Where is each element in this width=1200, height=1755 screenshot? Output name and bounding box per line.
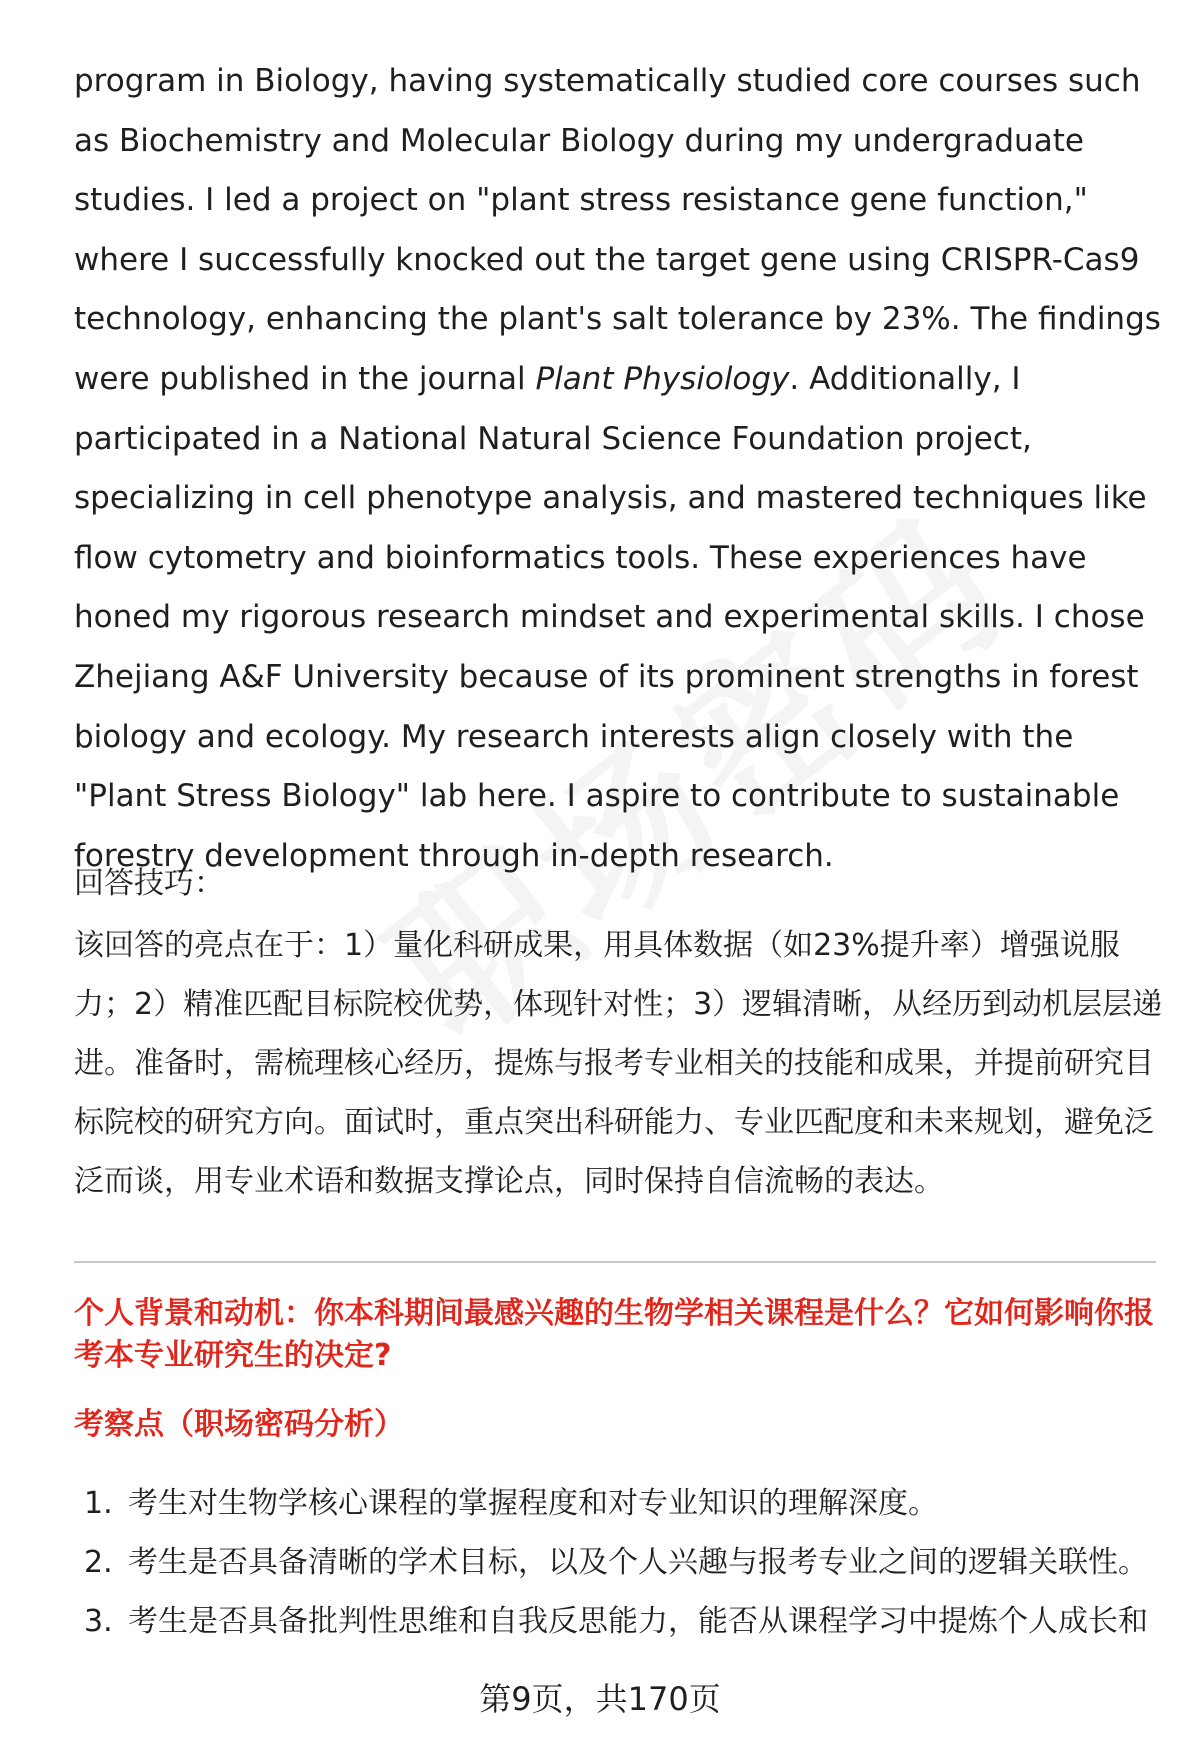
list-item-number: 1.	[84, 1486, 113, 1521]
list-item	[74, 1482, 1164, 1541]
tips-body: 该回答的亮点在于：1）量化科研成果，用具体数据（如23%提升率）增强说服力；2）精准匹配目标院校优势，体现针对性；3）逻辑清晰，从经历到动机层层递进。准备时，需梳理核心经历，提炼与报考专业相关的技能和成果，并提前研究目标院校的研究方向。面试时，重点突出科研能力、专业匹配度和未来规划，避免泛泛而谈，用专业术语和数据支撑论点，同时保持自信流畅的表达。	[74, 928, 1163, 1199]
assessment-points-list	[74, 1482, 1164, 1659]
list-item-number: 3.	[84, 1604, 113, 1639]
answer-text-part1: program in Biology, having systematically studied core courses such as Biochemistry and Molecular Biology during my undergraduate studies. I led a project on "plant stress resistance gene function," where I successfully knocked out the target gene using CRISPR-Cas9 technology, enhancing the plant's salt tolerance by 23%. The findings were published in the journal	[74, 63, 1161, 397]
answer-paragraph	[74, 52, 1164, 886]
answer-text-part2: . Additionally, I participated in a National Natural Science Foundation project, specializing in cell phenotype analysis, and mastered techniques like flow cytometry and bioinformatics tools. These experiences have honed my rigorous research mindset and experimental skills. I chose Zhejiang A&F University because of its prominent strengths in forest biology and ecology. My research interests align closely with the "Plant Stress Biology" lab here. I aspire to contribute to sustainable forestry development through in-depth research.	[74, 360, 1147, 874]
interview-question: 个人背景和动机：你本科期间最感兴趣的生物学相关课程是什么？它如何影响你报考本专业研究生的决定?	[74, 1296, 1154, 1373]
section-divider	[74, 1261, 1156, 1263]
list-item-text: 考生对生物学核心课程的掌握程度和对专业知识的理解深度。	[128, 1486, 938, 1521]
list-item	[74, 1600, 1164, 1659]
journal-name: Plant Physiology	[535, 360, 790, 397]
list-item-number: 2.	[84, 1545, 113, 1580]
page-number-footer: 第9页，共170页	[479, 1680, 721, 1718]
list-item-text: 考生是否具备清晰的学术目标，以及个人兴趣与报考专业之间的逻辑关联性。	[128, 1545, 1148, 1580]
list-item-text: 考生是否具备批判性思维和自我反思能力，能否从课程学习中提炼个人成长和	[128, 1604, 1148, 1639]
section-title: 考察点（职场密码分析）	[74, 1407, 404, 1442]
tips-label: 回答技巧：	[74, 866, 224, 901]
list-item	[74, 1541, 1164, 1600]
